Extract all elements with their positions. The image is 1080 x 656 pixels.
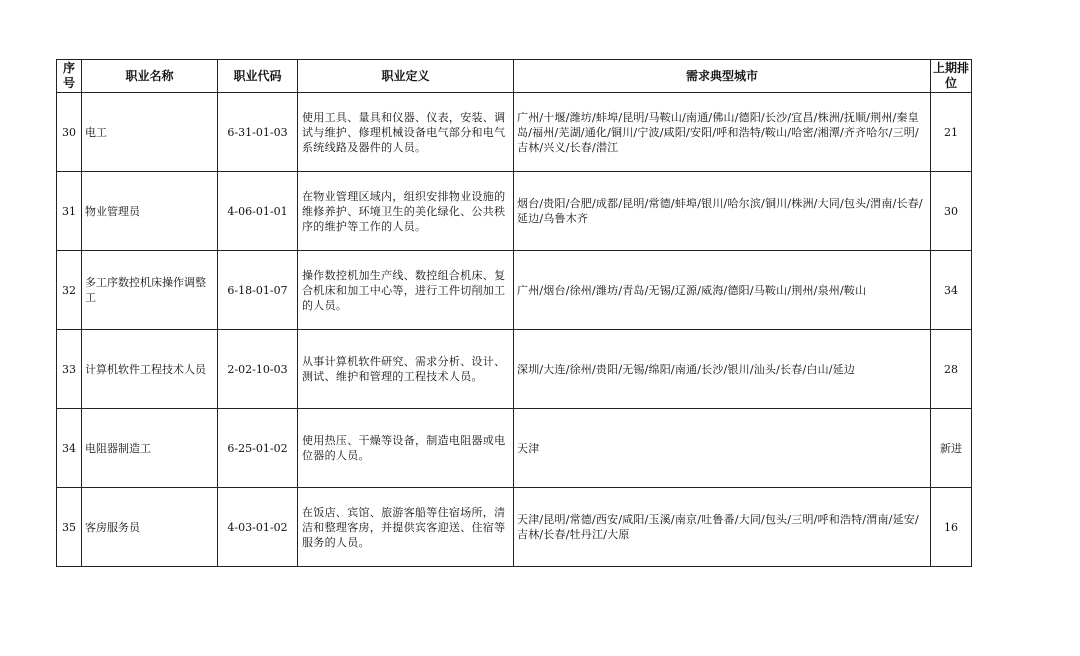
cell-cities: 天津 [514, 409, 931, 488]
cell-definition: 使用工具、量具和仪器、仪表，安装、调试与维护、修理机械设备电气部分和电气系统线路及器件的人员。 [298, 93, 514, 172]
cell-definition: 在饭店、宾馆、旅游客船等住宿场所，清洁和整理客房，并提供宾客迎送、住宿等服务的人员。 [298, 488, 514, 567]
cell-name: 计算机软件工程技术人员 [82, 330, 218, 409]
cell-definition: 操作数控机加生产线、数控组合机床、复合机床和加工中心等，进行工件切削加工的人员。 [298, 251, 514, 330]
cell-code: 2-02-10-03 [218, 330, 298, 409]
cell-name: 多工序数控机床操作调整工 [82, 251, 218, 330]
header-code: 职业代码 [218, 60, 298, 93]
cell-no: 33 [57, 330, 82, 409]
header-name: 职业名称 [82, 60, 218, 93]
cell-definition: 从事计算机软件研究、需求分析、设计、测试、维护和管理的工程技术人员。 [298, 330, 514, 409]
cell-cities: 深圳/大连/徐州/贵阳/无锡/绵阳/南通/长沙/银川/汕头/长春/白山/延边 [514, 330, 931, 409]
cell-code: 6-31-01-03 [218, 93, 298, 172]
occupation-table [56, 59, 972, 567]
cell-rank: 16 [931, 488, 972, 567]
cell-rank: 28 [931, 330, 972, 409]
cell-no: 32 [57, 251, 82, 330]
table-row [57, 330, 972, 409]
cell-cities: 广州/烟台/徐州/潍坊/青岛/无锡/辽源/威海/德阳/马鞍山/荆州/泉州/鞍山 [514, 251, 931, 330]
cell-rank: 34 [931, 251, 972, 330]
header-definition: 职业定义 [298, 60, 514, 93]
header-rank: 上期排位 [931, 60, 972, 93]
cell-name: 电阻器制造工 [82, 409, 218, 488]
cell-code: 4-06-01-01 [218, 172, 298, 251]
table-header-row [57, 60, 972, 93]
cell-no: 31 [57, 172, 82, 251]
cell-name: 物业管理员 [82, 172, 218, 251]
cell-no: 30 [57, 93, 82, 172]
header-cities: 需求典型城市 [514, 60, 931, 93]
cell-code: 6-18-01-07 [218, 251, 298, 330]
cell-rank: 新进 [931, 409, 972, 488]
cell-rank: 30 [931, 172, 972, 251]
cell-code: 6-25-01-02 [218, 409, 298, 488]
cell-code: 4-03-01-02 [218, 488, 298, 567]
cell-cities: 烟台/贵阳/合肥/成都/昆明/常德/蚌埠/银川/哈尔滨/铜川/株洲/大同/包头/渭南/长春/延边/乌鲁木齐 [514, 172, 931, 251]
header-no: 序号 [57, 60, 82, 93]
cell-no: 34 [57, 409, 82, 488]
table-row [57, 251, 972, 330]
cell-cities: 天津/昆明/常德/西安/咸阳/玉溪/南京/吐鲁番/大同/包头/三明/呼和浩特/渭南/延安/吉林/长春/牡丹江/大原 [514, 488, 931, 567]
cell-rank: 21 [931, 93, 972, 172]
table-row [57, 93, 972, 172]
cell-no: 35 [57, 488, 82, 567]
cell-cities: 广州/十堰/潍坊/蚌埠/昆明/马鞍山/南通/佛山/德阳/长沙/宜昌/株洲/抚顺/荆州/秦皇岛/福州/芜湖/通化/铜川/宁波/咸阳/安阳/呼和浩特/鞍山/哈密/湘潭/齐齐哈尔/三明/吉林/兴义/长春/潜江 [514, 93, 931, 172]
cell-name: 电工 [82, 93, 218, 172]
table-row [57, 409, 972, 488]
table-row [57, 172, 972, 251]
cell-definition: 使用热压、干燥等设备，制造电阻器或电位器的人员。 [298, 409, 514, 488]
cell-name: 客房服务员 [82, 488, 218, 567]
cell-definition: 在物业管理区域内，组织安排物业设施的维修养护、环境卫生的美化绿化、公共秩序的维护等工作的人员。 [298, 172, 514, 251]
table-row [57, 488, 972, 567]
